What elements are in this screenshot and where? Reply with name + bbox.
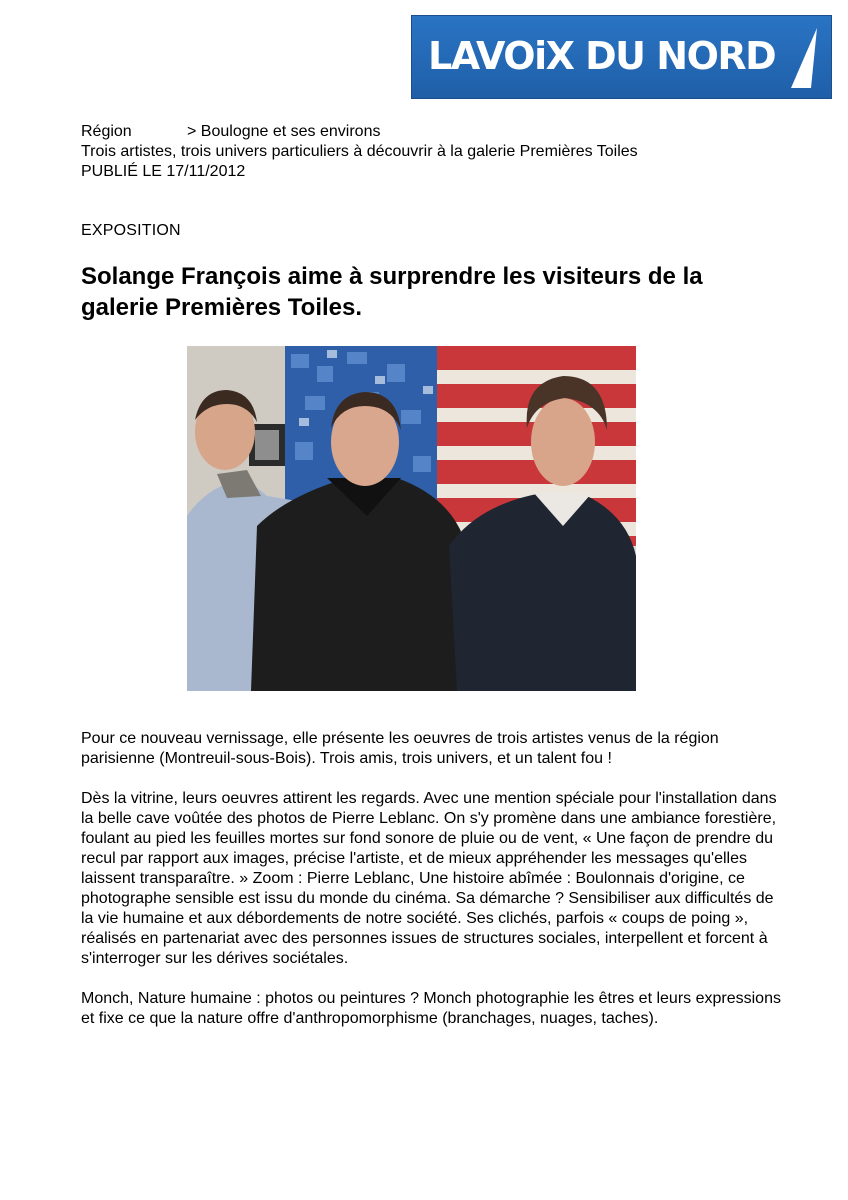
- sail-icon: [787, 26, 821, 90]
- logo-text: LAVOiX DU NORD: [428, 34, 776, 78]
- article-photo: [187, 346, 636, 691]
- article-meta: [81, 122, 638, 182]
- region-link[interactable]: > Boulogne et ses environs: [187, 123, 381, 140]
- region-label: Région: [81, 123, 132, 140]
- breadcrumb: [81, 122, 638, 142]
- article-body: [81, 729, 781, 1049]
- section-label: EXPOSITION: [81, 222, 181, 239]
- newspaper-logo: [411, 15, 832, 99]
- publication-date: PUBLIÉ LE 17/11/2012: [81, 163, 246, 180]
- article-subtitle: Trois artistes, trois univers particuliers à découvrir à la galerie Premières Toiles: [81, 143, 638, 160]
- paragraph-1: Pour ce nouveau vernissage, elle présente les oeuvres de trois artistes venus de la région parisienne (Montreuil-sous-Bois). Trois amis, trois univers, et un talent fou !: [81, 730, 719, 767]
- paragraph-3: Monch, Nature humaine : photos ou peintures ? Monch photographie les êtres et leurs expressions et fixe ce que la nature offre d'anthropomorphisme (branchages, nuages, taches).: [81, 990, 781, 1027]
- headline: Solange François aime à surprendre les visiteurs de la galerie Premières Toiles.: [81, 263, 703, 321]
- paragraph-2: Dès la vitrine, leurs oeuvres attirent les regards. Avec une mention spéciale pour l'installation dans la belle cave voûtée des photos de Pierre Leblanc. On s'y promène dans une ambiance forestière, foulant au pied les feuilles mortes sur fond sonore de pluie ou de vent, « Une façon de prendre du recul par rapport aux images, précise l'artiste, et de mieux appréhender les messages qu'elles laissent transparaître. » Zoom : Pierre Leblanc, Une histoire abîmée : Boulonnais d'origine, ce photographe sensible est issu du monde du cinéma. Sa démarche ? Sensibiliser aux difficultés de la vie humaine et aux débordements de notre société. Ses clichés, parfois « coups de poing », réalisés en partenariat avec des personnes issues de structures sociales, interpellent et forcent à s'interroger sur les dérives sociétales.: [81, 790, 777, 967]
